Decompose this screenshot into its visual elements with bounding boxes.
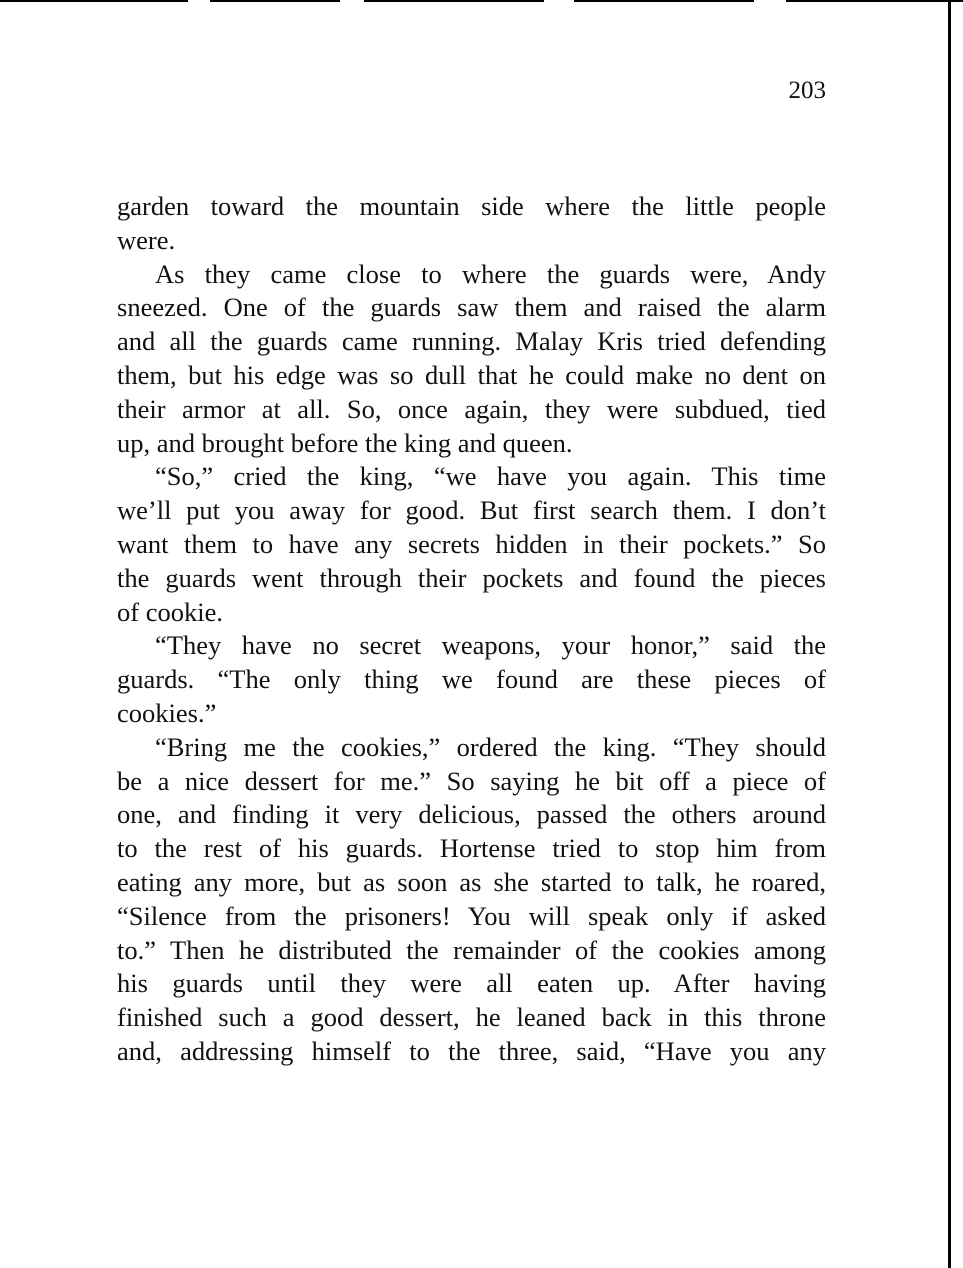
text-line: finished such a good dessert, he leaned back in this throne xyxy=(117,1002,826,1033)
text-line: were. xyxy=(117,224,176,255)
top-rule-2 xyxy=(210,0,340,2)
paragraph-1 xyxy=(117,190,826,258)
text-line: want them to have any secrets hidden in their pockets.” So xyxy=(117,528,826,559)
text-line: garden toward the mountain side where the little people xyxy=(117,191,826,221)
text-line: we’ll put you away for good. But first search them. I don’t xyxy=(117,495,826,526)
text-line: “They have no secret weapons, your honor,” said the xyxy=(155,630,826,661)
page-edge xyxy=(948,0,951,1268)
text-line: cookies.” xyxy=(117,697,217,728)
top-rule-1 xyxy=(0,0,188,2)
text-line: his guards until they were all eaten up. After having xyxy=(117,968,826,999)
text-line: be a nice dessert for me.” So saying he bit off a piece of xyxy=(117,765,826,796)
text-line: and, addressing himself to the three, said, “Have you any xyxy=(117,1035,826,1066)
text-line: up, and brought before the king and queen. xyxy=(117,427,573,458)
text-line: and all the guards came running. Malay Kris tried defending xyxy=(117,326,826,357)
text-line: one, and finding it very delicious, passed the others around xyxy=(117,799,826,830)
page-number: 203 xyxy=(788,77,826,104)
top-rule-5 xyxy=(786,0,963,2)
text-line: As they came close to where the guards were, Andy xyxy=(155,258,826,289)
paragraph-4 xyxy=(117,629,826,730)
text-line: to the rest of his guards. Hortense tried to stop him from xyxy=(117,833,826,864)
text-line: to.” Then he distributed the remainder of the cookies among xyxy=(117,934,826,965)
text-line: “So,” cried the king, “we have you again. This time xyxy=(155,461,826,492)
paragraph-5 xyxy=(117,731,826,1069)
body-text xyxy=(117,190,826,1069)
top-rule-4 xyxy=(574,0,754,2)
paragraph-3 xyxy=(117,460,826,629)
text-line: “Bring me the cookies,” ordered the king. “They should xyxy=(155,731,826,762)
text-line: of cookie. xyxy=(117,596,223,627)
text-line: the guards went through their pockets and found the pieces xyxy=(117,562,826,593)
text-line: eating any more, but as soon as she started to talk, he roared, xyxy=(117,866,826,897)
text-line: guards. “The only thing we found are these pieces of xyxy=(117,664,826,695)
text-line: them, but his edge was so dull that he could make no dent on xyxy=(117,359,826,390)
text-line: sneezed. One of the guards saw them and raised the alarm xyxy=(117,292,826,323)
top-rule-3 xyxy=(364,0,544,2)
text-line: “Silence from the prisoners! You will speak only if asked xyxy=(117,900,826,931)
text-line: their armor at all. So, once again, they were subdued, tied xyxy=(117,393,826,424)
paragraph-2 xyxy=(117,258,826,461)
